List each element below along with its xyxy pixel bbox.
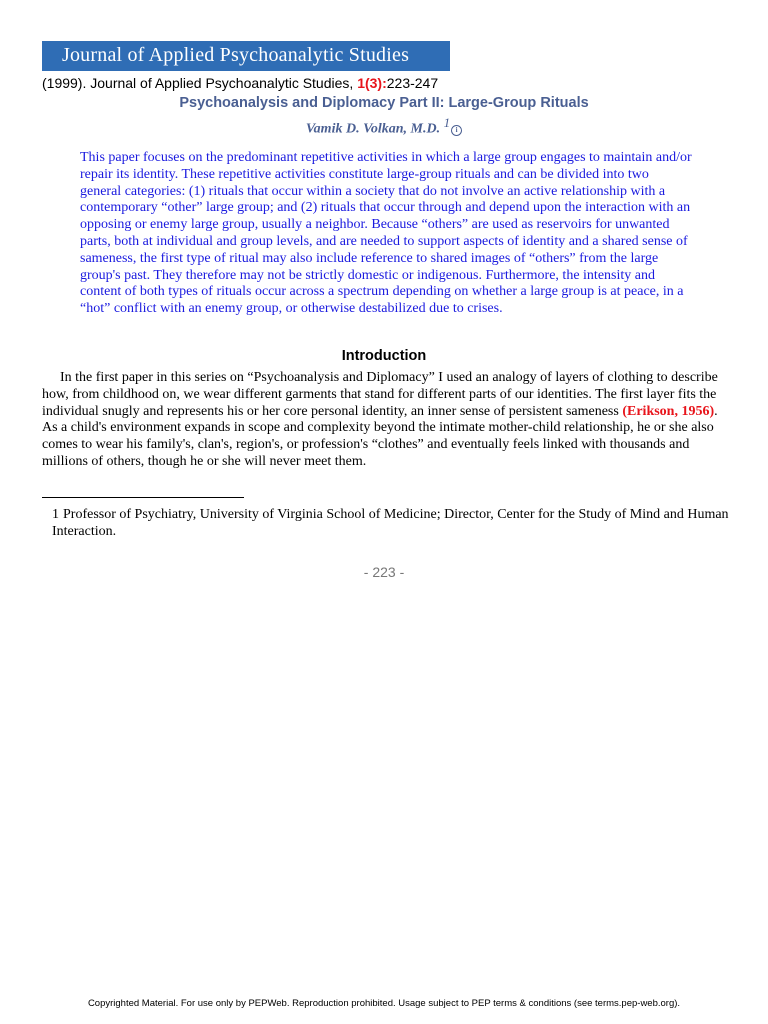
citation-prefix: (1999). Journal of Applied Psychoanalytic Studies, bbox=[42, 75, 358, 91]
body-paragraph bbox=[42, 370, 726, 471]
footnote-mark: 1 bbox=[52, 507, 59, 522]
author-name: Vamik D. Volkan, M.D. bbox=[305, 121, 441, 137]
journal-banner bbox=[42, 41, 450, 71]
footnote-divider bbox=[42, 497, 244, 498]
abstract bbox=[80, 150, 692, 318]
footnote bbox=[52, 506, 732, 540]
erikson-citation-link[interactable]: (Erikson, 1956) bbox=[622, 403, 715, 419]
copyright-notice: Copyrighted Material. For use only by PEPWeb. Reproduction prohibited. Usage subject to PEP terms & conditions (see terms.pep-web.org). bbox=[87, 998, 681, 1009]
article-citation bbox=[42, 75, 438, 91]
footnote-text: Professor of Psychiatry, University of Virginia School of Medicine; Director, Center for the Study of Mind and Human Interaction. bbox=[52, 507, 729, 539]
journal-banner-title: Journal of Applied Psychoanalytic Studies bbox=[62, 44, 410, 66]
page-number: - 223 - bbox=[363, 564, 405, 580]
body-text bbox=[42, 370, 726, 471]
section-heading-introduction: Introduction bbox=[341, 348, 427, 364]
body-text-part-1: In the first paper in this series on “Psychoanalysis and Diplomacy” I used an analogy of layers of clothing to describe how, from childhood on, we wear different garments that stand for different parts of our identities. The first layer fits the individual snugly and represents his or her core personal identity, an inner sense of persistent sameness bbox=[42, 370, 718, 419]
body-text-part-2: . As a child's environment expands in scope and complexity beyond the intimate mother-child relationship, he or she also comes to wear his family's, clan's, region's, or profession's “clothes” and eventually feels linked with thousands and millions of others, though he or she will never meet them. bbox=[42, 403, 718, 469]
info-icon[interactable]: i bbox=[451, 125, 462, 136]
article-title: Psychoanalysis and Diplomacy Part II: Large-Group Rituals bbox=[179, 95, 589, 111]
author-line bbox=[0, 115, 768, 138]
citation-volume-link[interactable]: 1(3): bbox=[357, 75, 387, 91]
author-footnote-mark[interactable]: 1 bbox=[443, 115, 451, 130]
abstract-text: This paper focuses on the predominant repetitive activities in which a large group engages to maintain and/or repair its identity. These repetitive activities constitute large-group rituals and can be divided into two general categories: (1) rituals that occur within a society that do not involve an active relationship with a contemporary “other” large group; and (2) rituals that occur through and depend upon the interaction with an opposing or enemy large group, usually a neighbor. Because “others” are used as reservoirs for unwanted parts, both at individual and group levels, and are needed to support aspects of identity and a shared sense of sameness, the first type of ritual may also include reference to shared images of “others” from the large group's past. They therefore may not be strictly domestic or indigenous. Furthermore, the intensity and content of both types of rituals occur across a spectrum depending on whether a large group is at peace, in a “hot” conflict with an enemy group, or otherwise destabilized due to crises. bbox=[80, 150, 692, 317]
citation-pages: 223-247 bbox=[386, 75, 439, 91]
